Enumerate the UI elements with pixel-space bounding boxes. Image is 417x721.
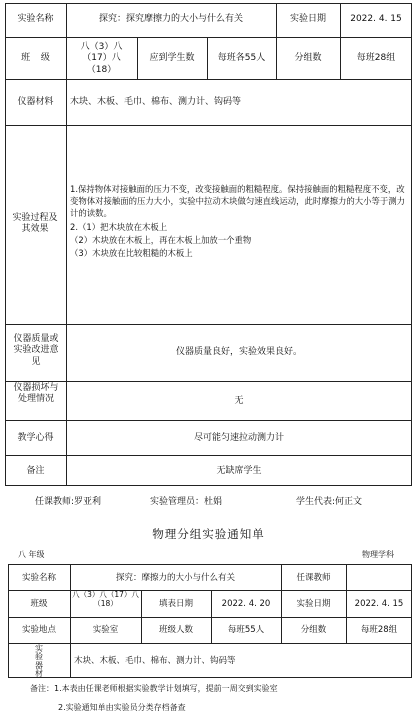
signature-manager: 实验管理员：杜娟 [150,497,223,507]
label-students: 应到学生数 [149,53,195,63]
notice-label-place: 实验地点 [21,625,56,635]
groups-value: 每班28组 [356,53,396,63]
experiment-name: 探究：探究摩擦力的大小与什么有关 [98,14,243,24]
notice-class-value: 八（3）八（17）八（18） [72,590,139,608]
col-divider [346,564,347,590]
label-materials: 仪器材料 [17,97,54,107]
signature-student-rep: 学生代表:何正文 [296,497,363,507]
signature-teacher: 任课教师:罗亚利 [35,497,102,507]
col-divider [66,3,67,486]
notice-label-groups: 分组数 [300,625,327,635]
notice-place-value: 实验室 [92,625,119,635]
label-reflection: 教学心得 [17,433,54,443]
notice-label-name: 实验名称 [21,573,56,583]
damage-value: 无 [234,396,244,406]
notice-label-equipment: 实验器材 [35,644,43,679]
materials-value: 木块、木板、毛巾、棉布、测力计、钩码等 [70,97,242,107]
label-damage: 仪器损坏与处理情况 [13,383,59,405]
notice-title: 物理分组实验通知单 [152,527,265,541]
quality-value: 仪器质量良好，实验效果良好。 [175,347,302,357]
notice-experiment-name: 探究：摩擦力的大小与什么有关 [115,573,235,583]
reflection-value: 尽可能匀速拉动测力计 [193,433,284,443]
notice-label-count: 班级人数 [158,625,193,635]
notice-label-fill-date: 填表日期 [158,599,193,609]
class-value: 八（3）八（17）八（18） [80,42,123,75]
notice-groups-value: 每班28组 [360,625,398,635]
notes-value: 无缺席学生 [216,466,262,476]
process-step-4: （3）木块放在比较粗糙的木板上 [70,248,193,258]
label-quality: 仪器质量或实验改进意见 [13,334,59,367]
label-class: 班 级 [21,53,50,63]
label-date: 实验日期 [289,14,326,24]
notice-label-exp-date: 实验日期 [296,599,331,609]
notice-remark-2: 2.实验通知单由实验员分类存档备查 [58,703,186,712]
notice-grade: 八 年级 [18,550,45,559]
notice-label-teacher: 任课教师 [296,573,331,583]
experiment-date: 2022. 4. 15 [350,14,402,24]
label-groups: 分组数 [294,53,322,63]
row-divider [8,590,412,591]
notice-count-value: 每班55人 [227,625,265,635]
label-name: 实验名称 [17,14,54,24]
label-notes: 备注 [26,466,45,476]
process-step-2: 2.（1）把木块放在木板上 [70,222,168,232]
notice-exp-date: 2022. 4. 15 [354,599,404,609]
notice-subject: 物理学科 [362,550,394,559]
notice-remark-1: 备注：1.本表由任课老师根据实验教学计划填写，提前一周交到实验室 [30,684,278,693]
notice-label-class: 班级 [30,599,48,609]
row-divider [8,643,412,644]
row-divider [8,617,412,618]
notice-fill-date: 2022. 4. 20 [221,599,271,609]
students-value: 每班各55人 [217,53,266,63]
process-step-1: 1.保持物体对接触面的压力不变，改变接触面的粗糙程度。保持接触面的粗糙程度不变，改变物体对接触面的压力大小，实验中拉动木块做匀速直线运动，此时摩擦力的大小等于测力计的读数。 [70,184,405,218]
label-process: 实验过程及其效果 [12,213,58,235]
process-step-3: （2）木块放在木板上，再在木板上加放一个重物 [70,235,252,245]
notice-equipment-value: 木块、木板、毛巾、棉布、测力计、钩码等 [74,656,236,666]
